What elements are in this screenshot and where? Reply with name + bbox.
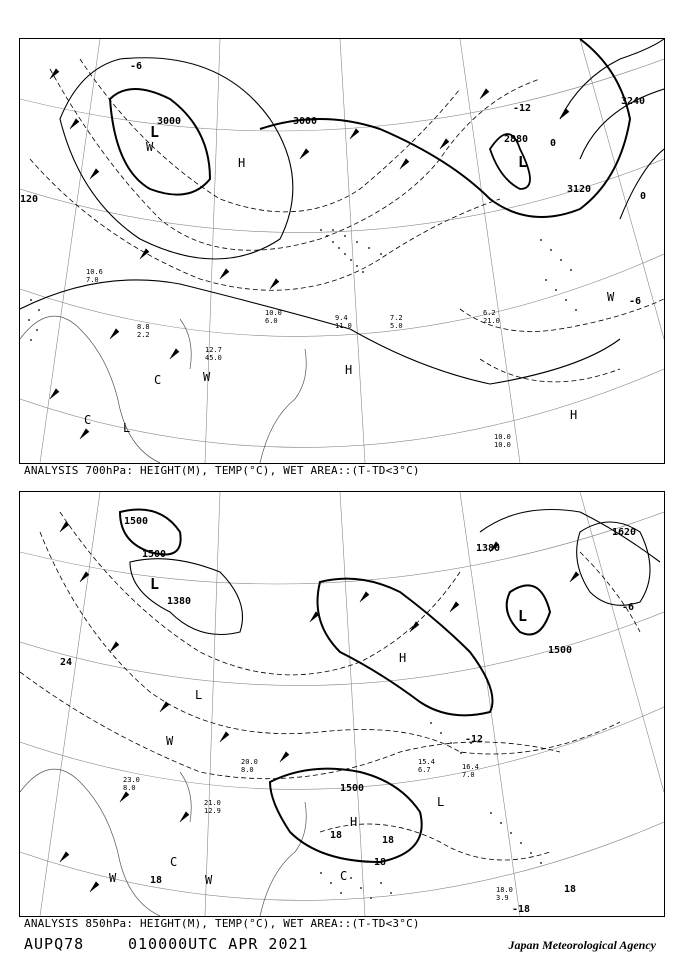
contour-label: 1500 — [548, 645, 573, 656]
station-value: 8.0 — [123, 784, 136, 792]
contour-labels — [20, 61, 646, 307]
contour-label: 0 — [640, 191, 647, 202]
warm-center: W — [205, 873, 213, 887]
contour-label: 3240 — [621, 96, 646, 107]
cold-center: C — [154, 373, 162, 387]
contour-label: 24 — [60, 657, 73, 668]
height-contours — [120, 510, 660, 863]
low-center: L — [437, 795, 445, 809]
contour-label: -6 — [622, 602, 635, 613]
contour-label: -12 — [513, 103, 532, 114]
low-center: L — [150, 123, 160, 141]
station-value: 16.4 — [462, 763, 479, 771]
map-850hpa-svg — [20, 492, 664, 916]
station-values — [123, 758, 513, 902]
station-value: 21.0 — [483, 317, 500, 325]
contour-label: 1380 — [167, 596, 192, 607]
bulletin-code: AUPQ78 — [24, 935, 85, 953]
station-value: 6.2 — [483, 309, 496, 317]
contour-label: 1500 — [142, 549, 167, 560]
contour-label: 2880 — [504, 134, 529, 145]
cold-center: C — [340, 869, 348, 883]
station-value: 5.0 — [390, 322, 403, 330]
contour-label: -18 — [512, 904, 531, 915]
contour-label: 3000 — [293, 116, 318, 127]
station-value: 21.0 — [204, 799, 221, 807]
high-center: H — [350, 815, 358, 829]
high-center: H — [345, 363, 353, 377]
contour-label: 3000 — [157, 116, 182, 127]
caption-700hpa: ANALYSIS 700hPa: HEIGHT(M), TEMP(°C), WET AREA::(T-TD<3°C) — [24, 464, 420, 477]
caption-850hpa: ANALYSIS 850hPa: HEIGHT(M), TEMP(°C), WET AREA::(T-TD<3°C) — [24, 917, 420, 930]
station-value: 12.9 — [204, 807, 221, 815]
station-value: 9.4 — [335, 314, 348, 322]
station-value: 20.0 — [241, 758, 258, 766]
contour-label: -12 — [465, 734, 484, 745]
station-value: 7.0 — [86, 276, 99, 284]
contour-label: 1620 — [612, 527, 637, 538]
station-value: 45.0 — [205, 354, 222, 362]
graticule — [20, 492, 664, 916]
station-value: 11.0 — [335, 322, 352, 330]
contour-label: 18 — [564, 884, 577, 895]
low-center: L — [518, 153, 528, 171]
contour-label: 1380 — [476, 543, 501, 554]
warm-center: W — [607, 290, 615, 304]
contour-label: 3120 — [567, 184, 592, 195]
coastline — [20, 769, 306, 916]
wind-barbs — [60, 522, 579, 892]
contour-label: 18 — [330, 830, 343, 841]
high-center: H — [570, 408, 578, 422]
warm-center: W — [203, 370, 211, 384]
high-center: H — [238, 156, 246, 170]
contour-label: -6 — [130, 61, 143, 72]
station-value: 12.7 — [205, 346, 222, 354]
contour-label: 1500 — [340, 783, 365, 794]
station-value: 6.7 — [418, 766, 431, 774]
low-center: L — [150, 575, 160, 593]
station-value: 2.2 — [137, 331, 150, 339]
station-value: 6.0 — [265, 317, 278, 325]
cold-center: C — [170, 855, 178, 869]
analysis-time: 010000UTC APR 2021 — [128, 935, 309, 953]
station-value: 3.9 — [496, 894, 509, 902]
warm-center: W — [146, 140, 154, 154]
map-850hpa — [19, 491, 665, 917]
agency-name: Japan Meteorological Agency — [508, 938, 656, 952]
contour-label: 18 — [382, 835, 395, 846]
contour-label: 1500 — [124, 516, 149, 527]
wet-area — [320, 722, 542, 899]
station-values — [86, 268, 511, 449]
station-value: 7.2 — [390, 314, 403, 322]
low-center: L — [518, 607, 528, 625]
station-value: 18.0 — [496, 886, 513, 894]
station-value: 10.0 — [265, 309, 282, 317]
warm-center: W — [109, 871, 117, 885]
contour-label: 0 — [550, 138, 557, 149]
isotherms — [20, 512, 640, 860]
station-value: 7.0 — [462, 771, 475, 779]
cold-center: C — [84, 413, 92, 427]
contour-label: 18 — [374, 857, 387, 868]
pressure-centers — [84, 123, 615, 435]
low-center: L — [123, 421, 131, 435]
map-700hpa-svg — [20, 39, 664, 463]
pressure-centers — [109, 575, 527, 887]
station-value: 8.0 — [241, 766, 254, 774]
isotherms — [30, 59, 664, 382]
graticule — [20, 39, 664, 463]
coastline — [20, 316, 306, 463]
station-value: 23.0 — [123, 776, 140, 784]
station-value: 10.0 — [494, 433, 511, 441]
station-value: 10.6 — [86, 268, 103, 276]
low-center: L — [195, 688, 203, 702]
high-center: H — [399, 651, 407, 665]
map-700hpa — [19, 38, 665, 464]
station-value: 15.4 — [418, 758, 435, 766]
station-value: 8.8 — [137, 323, 150, 331]
contour-label: -6 — [629, 296, 642, 307]
station-value: 10.0 — [494, 441, 511, 449]
warm-center: W — [166, 734, 174, 748]
contour-label: 18 — [150, 875, 163, 886]
contour-label: 120 — [20, 194, 39, 205]
